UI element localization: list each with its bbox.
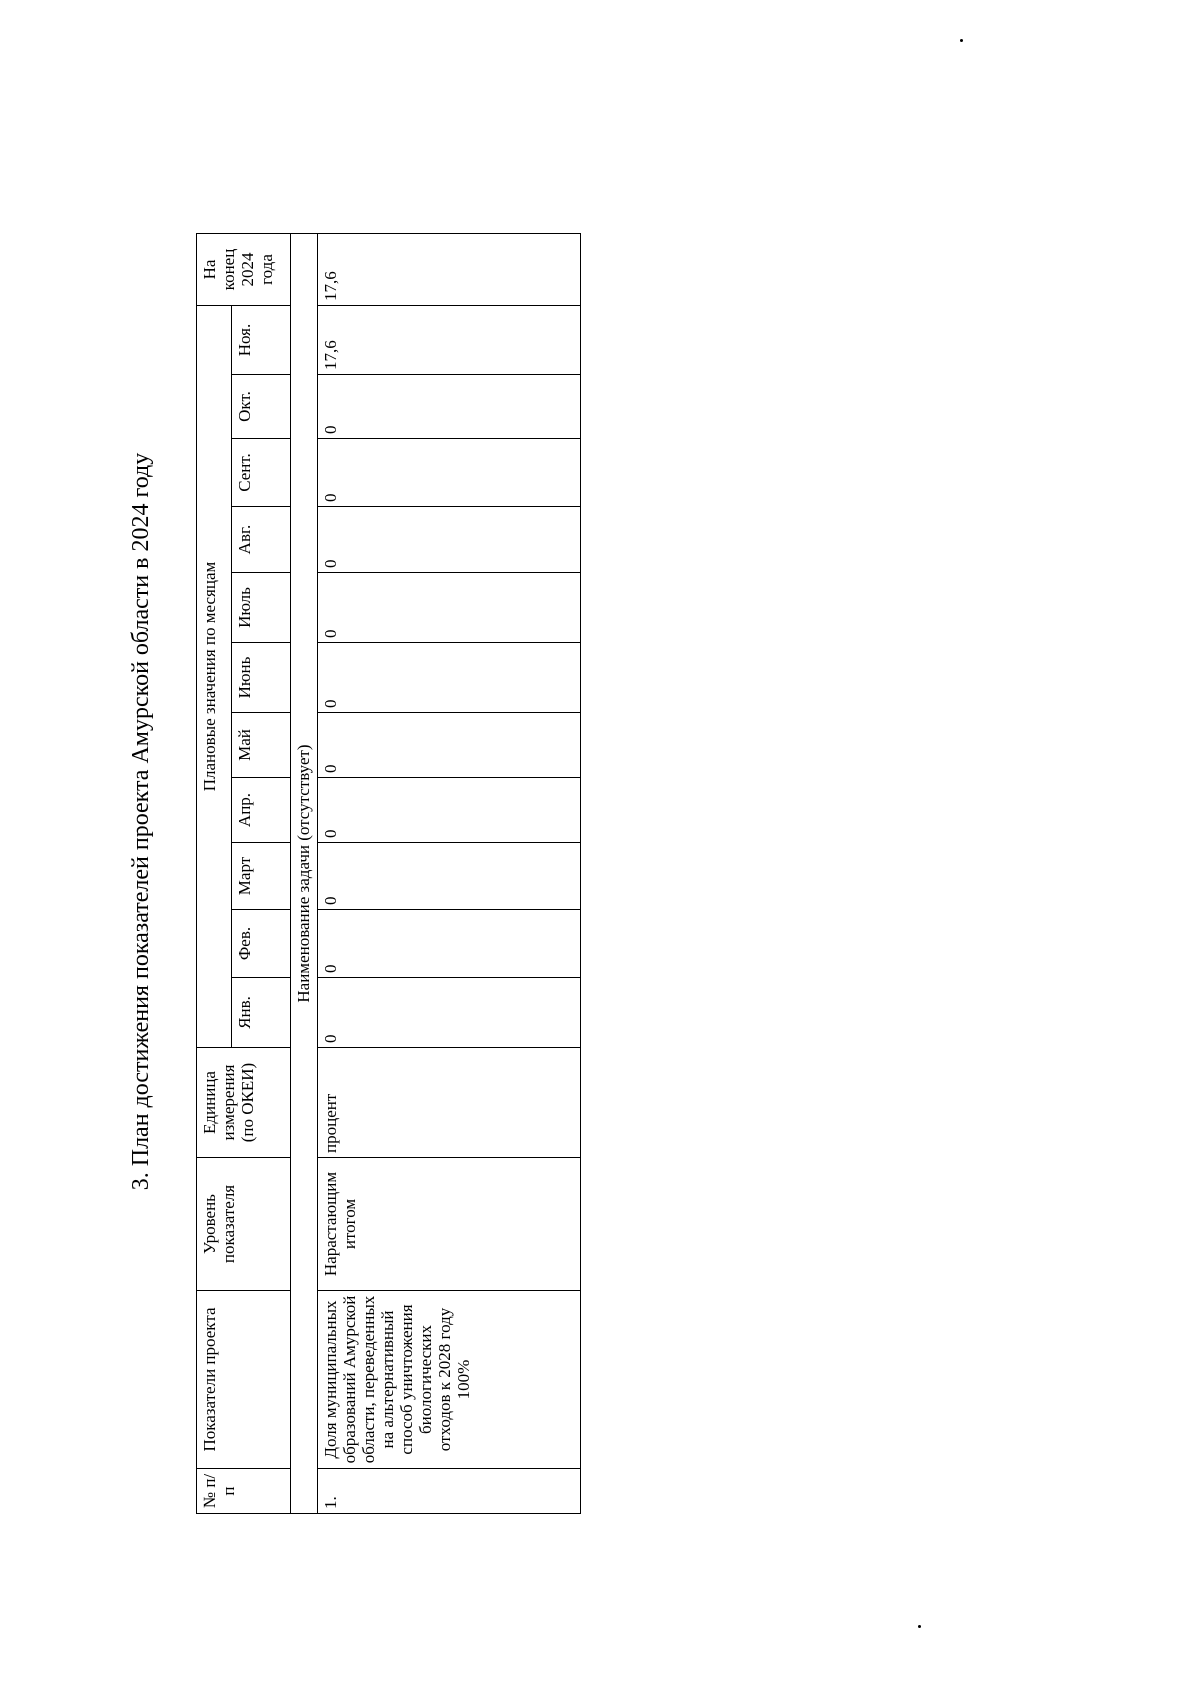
header-monthly-group: Плановые значения по месяцам bbox=[197, 306, 232, 1048]
document-title: 3. План достижения показателей проекта Амурской области в 2024 году bbox=[128, 452, 154, 1191]
row-month-value: 0 bbox=[318, 978, 581, 1048]
header-month: Сент. bbox=[232, 439, 291, 507]
row-month-value: 0 bbox=[318, 713, 581, 778]
row-month-value: 0 bbox=[318, 573, 581, 643]
row-month-value: 0 bbox=[318, 643, 581, 713]
row-month-value: 0 bbox=[318, 843, 581, 910]
row-month-value: 17,6 bbox=[318, 306, 581, 375]
header-indicator: Показатели проекта bbox=[197, 1291, 291, 1469]
scan-speck bbox=[960, 39, 963, 42]
row-unit: процент bbox=[318, 1048, 581, 1158]
table-row bbox=[318, 234, 581, 1514]
header-month: Ноя. bbox=[232, 306, 291, 375]
row-month-value: 0 bbox=[318, 439, 581, 507]
header-num: № п/п bbox=[197, 1469, 291, 1514]
row-level: Нарастающим итогом bbox=[318, 1158, 581, 1291]
row-indicator: Доля муниципальных образований Амурской области, переведенных на альтернативный способ уничтожения биологических отходов к 2028 году 100% bbox=[318, 1291, 581, 1469]
header-month: Янв. bbox=[232, 978, 291, 1048]
header-month: Июнь bbox=[232, 643, 291, 713]
header-month: Апр. bbox=[232, 778, 291, 843]
header-month: Май bbox=[232, 713, 291, 778]
row-num: 1. bbox=[318, 1469, 581, 1514]
header-row-1 bbox=[197, 234, 232, 1514]
scan-speck bbox=[918, 1625, 921, 1628]
row-month-value: 0 bbox=[318, 910, 581, 978]
header-month: Март bbox=[232, 843, 291, 910]
task-name: Наименование задачи (отсутствует) bbox=[291, 234, 318, 1514]
header-month: Фев. bbox=[232, 910, 291, 978]
task-row bbox=[291, 234, 318, 1514]
row-month-value: 0 bbox=[318, 507, 581, 573]
header-unit: Единица измерения (по ОКЕИ) bbox=[197, 1048, 291, 1158]
plan-table bbox=[196, 233, 581, 1514]
row-month-value: 0 bbox=[318, 375, 581, 439]
header-month: Июль bbox=[232, 573, 291, 643]
header-level: Уровень показателя bbox=[197, 1158, 291, 1291]
plan-table-wrapper bbox=[196, 233, 581, 1514]
row-year-end: 17,6 bbox=[318, 234, 581, 306]
row-month-value: 0 bbox=[318, 778, 581, 843]
header-year-end: На конец 2024 года bbox=[197, 234, 291, 306]
header-month: Окт. bbox=[232, 375, 291, 439]
header-month: Авг. bbox=[232, 507, 291, 573]
